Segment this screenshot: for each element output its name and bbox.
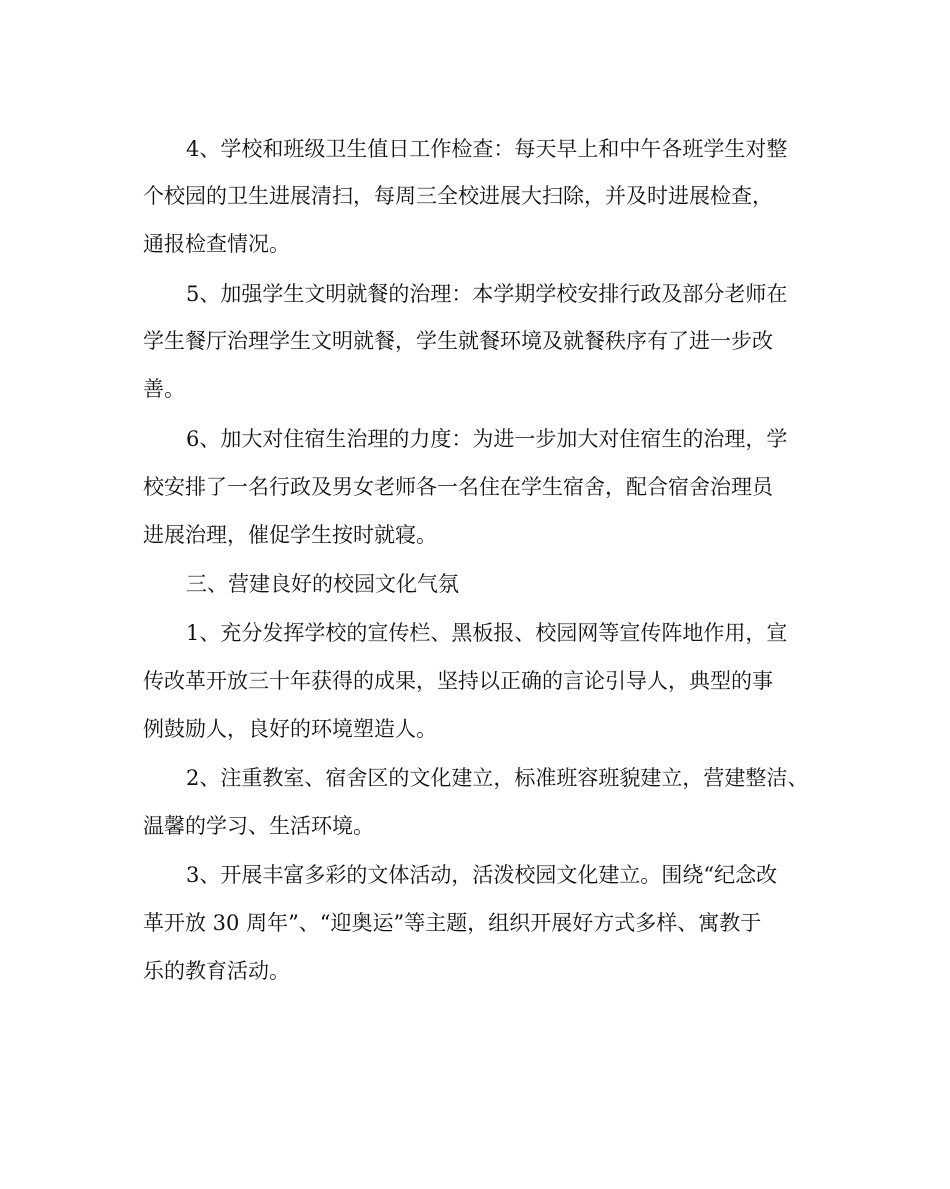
- paragraph-5-line-2: 学生餐厅治理学生文明就餐，学生就餐环境及就餐秩序有了进一步改: [143, 329, 773, 353]
- item-3-line-3: 乐的教育活动。: [143, 959, 290, 983]
- item-1-line-3: 例鼓励人，良好的环境塑造人。: [143, 717, 437, 741]
- item-1-line-2: 传改革开放三十年获得的成果，坚持以正确的言论引导人，典型的事: [143, 669, 773, 693]
- item-3-line-2: 革开放 30 周年”、“迎奥运”等主题，组织开展好方式多样、寓教于: [143, 911, 762, 935]
- paragraph-4-line-1: 4、学校和班级卫生值日工作检查：每天早上和中午各班学生对整: [186, 137, 788, 161]
- paragraph-6-line-3: 进展治理，催促学生按时就寝。: [143, 523, 437, 547]
- item-2-line-1: 2、注重教室、宿舍区的文化建立，标准班容班貌建立，营建整洁、: [186, 766, 809, 790]
- paragraph-4-line-2: 个校园的卫生进展清扫，每周三全校进展大扫除，并及时进展检查，: [143, 184, 773, 208]
- item-2-line-2: 温馨的学习、生活环境。: [143, 814, 374, 838]
- item-3-line-1: 3、开展丰富多彩的文体活动，活泼校园文化建立。围绕“纪念改: [186, 863, 778, 887]
- item-1-line-1: 1、充分发挥学校的宣传栏、黑板报、校园网等宣传阵地作用，宣: [186, 621, 788, 645]
- paragraph-6-line-1: 6、加大对住宿生治理的力度：为进一步加大对住宿生的治理，学: [186, 427, 788, 451]
- paragraph-5-line-3: 善。: [143, 377, 185, 401]
- paragraph-4-line-3: 通报检查情况。: [143, 232, 290, 256]
- section-heading: 三、营建良好的校园文化气氛: [186, 572, 459, 596]
- paragraph-6-line-2: 校安排了一名行政及男女老师各一名住在学生宿舍，配合宿舍治理员: [143, 475, 773, 499]
- paragraph-5-line-1: 5、加强学生文明就餐的治理：本学期学校安排行政及部分老师在: [186, 282, 788, 306]
